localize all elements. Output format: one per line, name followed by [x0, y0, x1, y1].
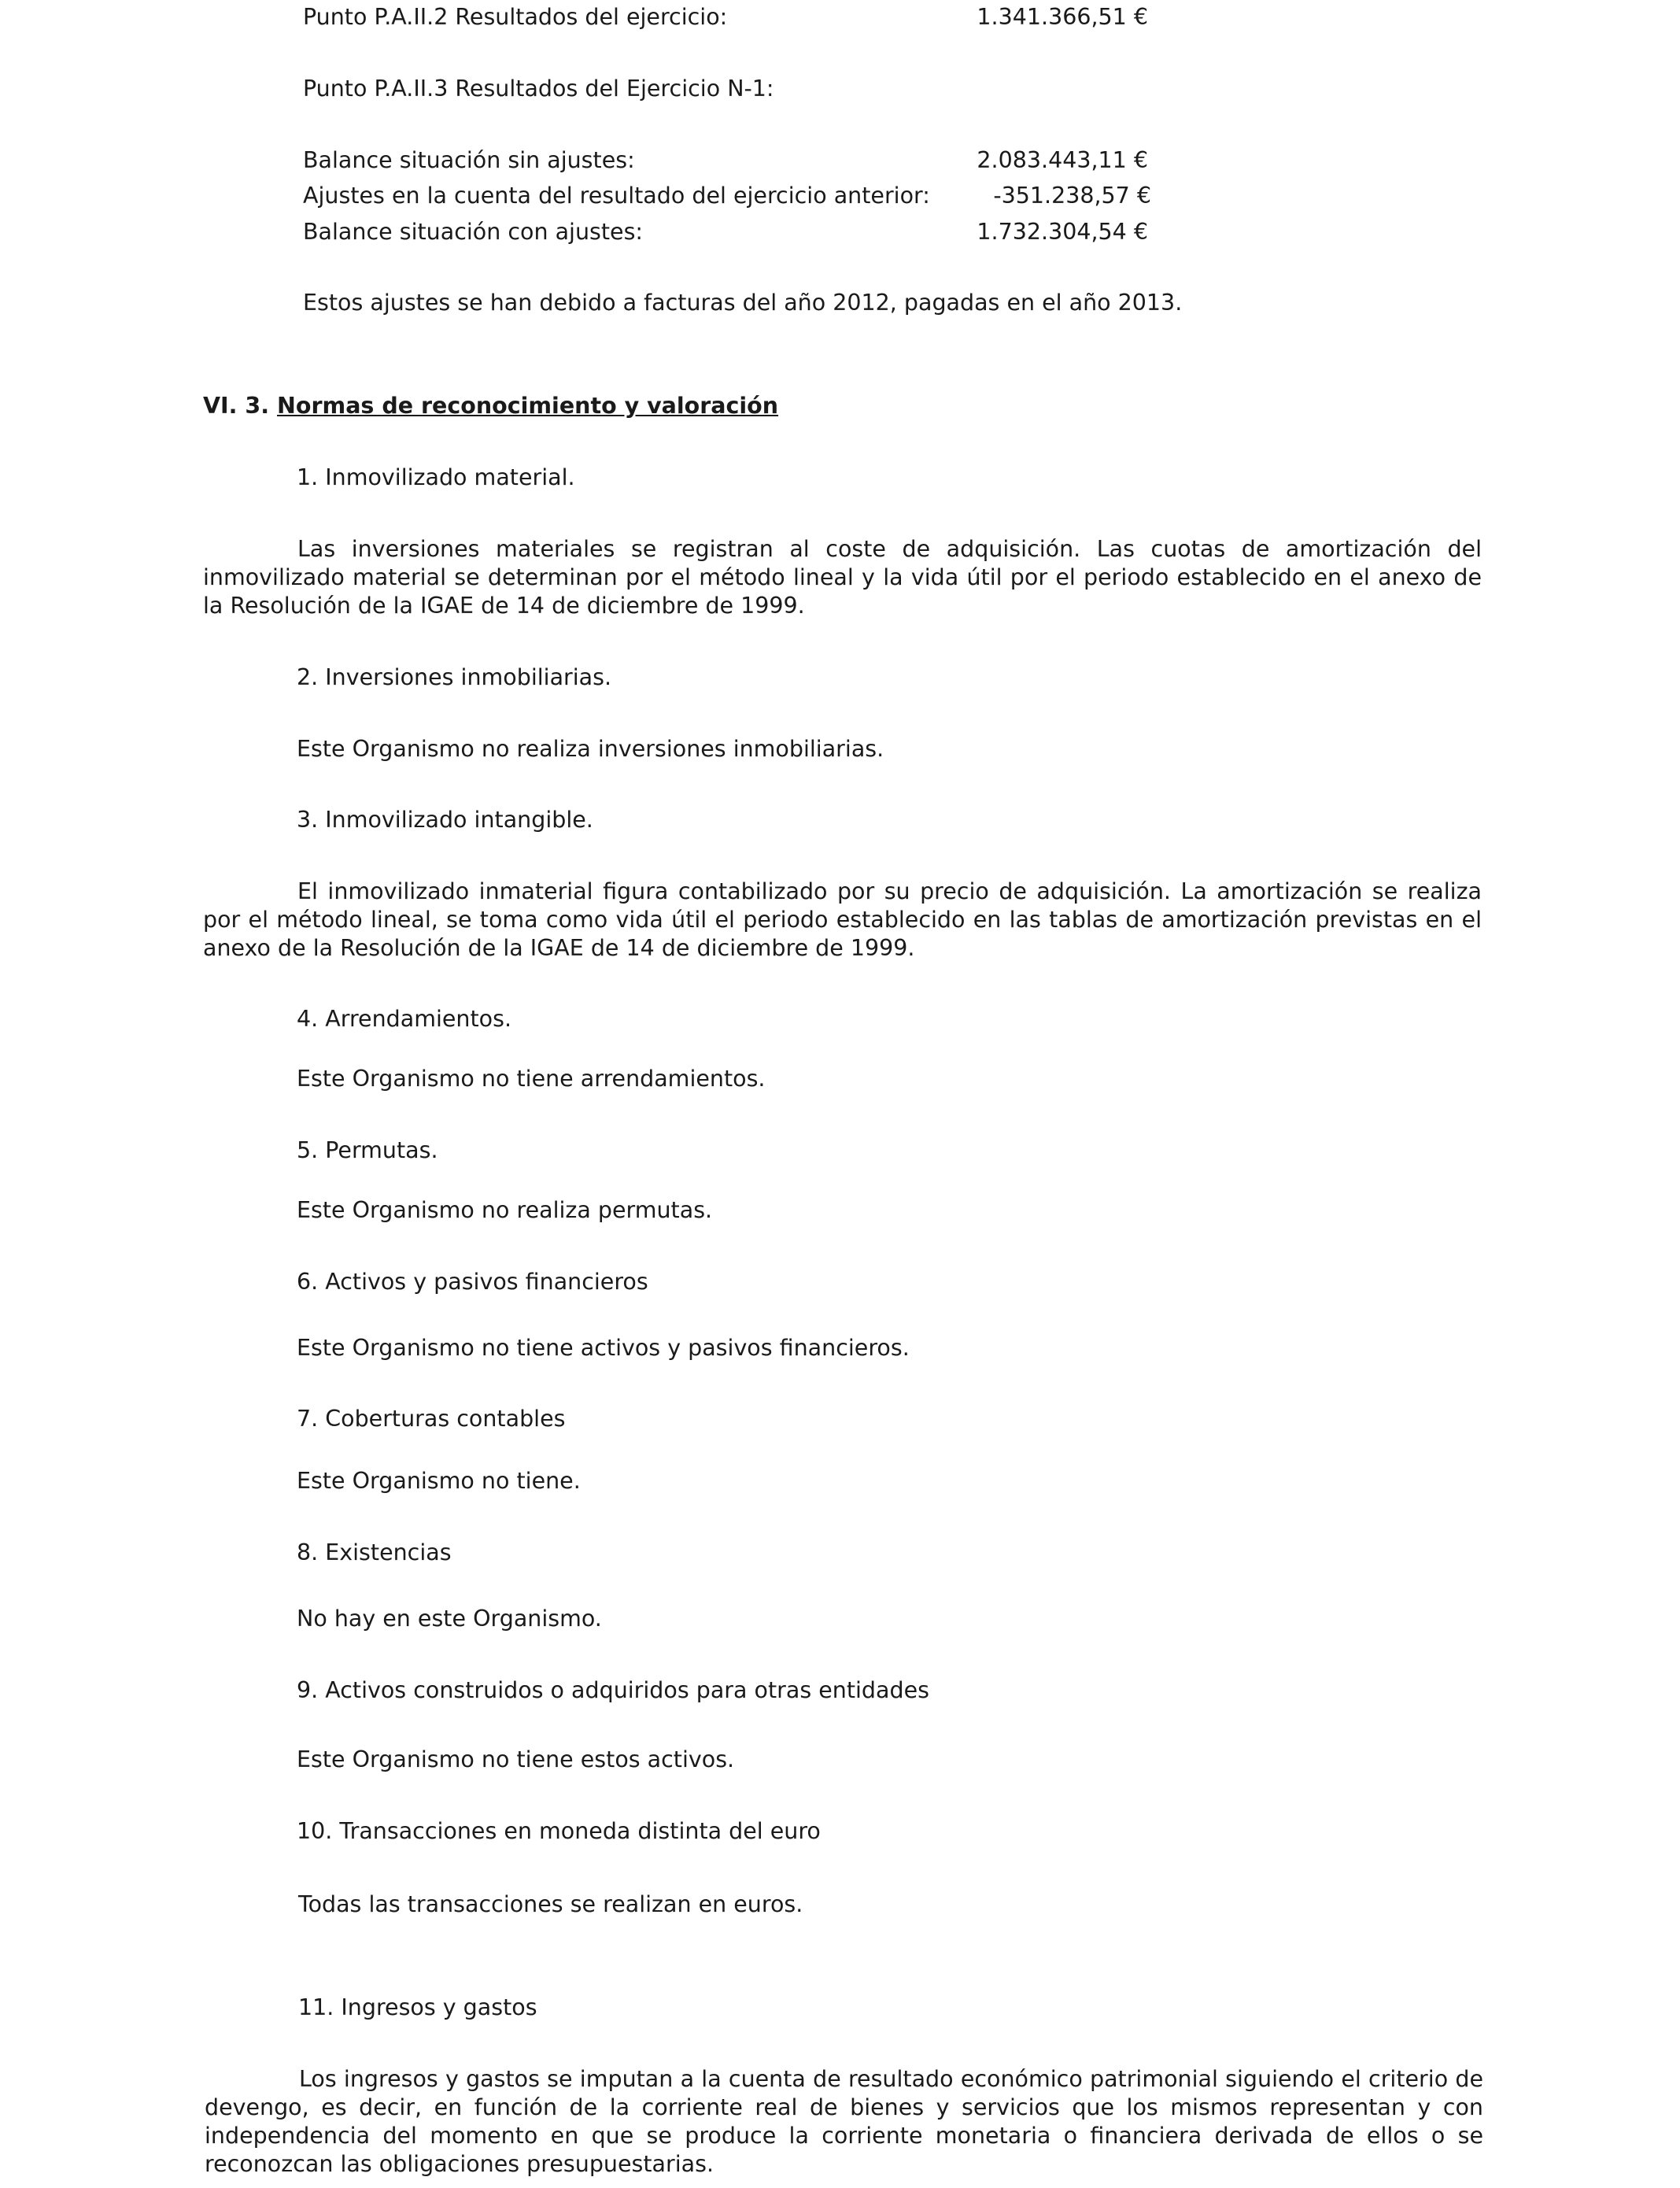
- item-heading-11: 11. Ingresos y gastos: [298, 1994, 537, 2020]
- item-text-8: No hay en este Organismo.: [297, 1606, 602, 1632]
- item-heading-7: 7. Coberturas contables: [297, 1406, 566, 1432]
- item-heading-2: 2. Inversiones inmobiliarias.: [297, 664, 612, 690]
- item-text-6: Este Organismo no tiene activos y pasivos financieros.: [297, 1335, 910, 1361]
- item-heading-4: 4. Arrendamientos.: [297, 1006, 512, 1032]
- balance-label-1: Balance situación sin ajustes:: [303, 147, 635, 173]
- section-heading: [203, 392, 778, 420]
- adjustment-note: Estos ajustes se han debido a facturas del año 2012, pagadas en el año 2013.: [303, 290, 1183, 316]
- item-text-7: Este Organismo no tiene.: [297, 1468, 581, 1494]
- balance-amount-2: -351.238,57 €: [993, 183, 1151, 209]
- item-text-11: Los ingresos y gastos se imputan a la cuenta de resultado económico patrimonial siguiendo el criterio de devengo, es decir, en función de la corriente real de bienes y servicios que los mismos representan y con independencia del momento en que se produce la corriente monetaria o financiera derivada de ellos o se reconozcan las obligaciones presupuestarias.: [205, 2066, 1483, 2177]
- item-heading-5: 5. Permutas.: [297, 1137, 438, 1163]
- item-text-1: Las inversiones materiales se registran al coste de adquisición. Las cuotas de amortización del inmovilizado material se determinan por el método lineal y la vida útil por el periodo establecido en el anexo de la Resolución de la IGAE de 14 de diciembre de 1999.: [203, 536, 1482, 619]
- section-number: VI. 3.: [203, 393, 270, 419]
- balance-label-3: Balance situación con ajustes:: [303, 219, 644, 245]
- item-text-3: El inmovilizado inmaterial figura contabilizado por su precio de adquisición. La amortización se realiza por el método lineal, se toma como vida útil el periodo establecido en las tablas de amortización previstas en el anexo de la Resolución de la IGAE de 14 de diciembre de 1999.: [203, 878, 1482, 961]
- balance-amount-1: 2.083.443,11 €: [977, 147, 1148, 173]
- section-title: Normas de reconocimiento y valoración: [277, 393, 779, 419]
- result-amount-1: 1.341.366,51 €: [977, 4, 1148, 30]
- item-text-5: Este Organismo no realiza permutas.: [297, 1197, 713, 1223]
- item-heading-10: 10. Transacciones en moneda distinta del euro: [297, 1818, 821, 1844]
- item-heading-9: 9. Activos construidos o adquiridos para otras entidades: [297, 1677, 929, 1703]
- item-text-4: Este Organismo no tiene arrendamientos.: [297, 1066, 766, 1092]
- balance-amount-3: 1.732.304,54 €: [977, 219, 1148, 245]
- item-text-9: Este Organismo no tiene estos activos.: [297, 1746, 735, 1772]
- result-label-1: Punto P.A.II.2 Resultados del ejercicio:: [303, 4, 728, 30]
- item-heading-1: 1. Inmovilizado material.: [297, 464, 575, 490]
- item-text-10: Todas las transacciones se realizan en euros.: [298, 1891, 803, 1917]
- balance-label-2: Ajustes en la cuenta del resultado del ejercicio anterior:: [303, 183, 930, 209]
- item-heading-3: 3. Inmovilizado intangible.: [297, 807, 593, 833]
- item-heading-6: 6. Activos y pasivos financieros: [297, 1269, 648, 1295]
- result-label-2: Punto P.A.II.3 Resultados del Ejercicio N-1:: [303, 76, 774, 102]
- item-heading-8: 8. Existencias: [297, 1539, 452, 1565]
- item-text-2: Este Organismo no realiza inversiones inmobiliarias.: [297, 736, 884, 762]
